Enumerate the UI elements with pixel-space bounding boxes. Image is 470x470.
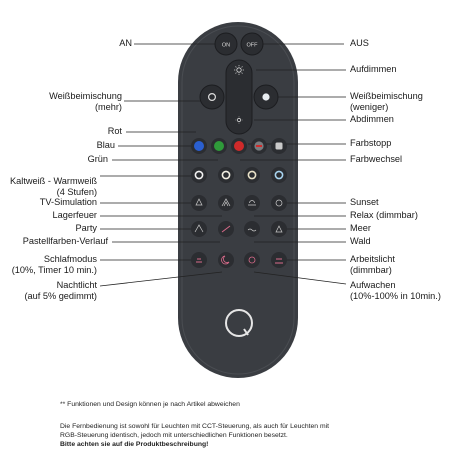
label-sunset: Sunset [350, 197, 379, 207]
work-light-button[interactable] [271, 252, 287, 268]
off-button[interactable] [241, 33, 263, 55]
relax-button[interactable] [271, 195, 287, 211]
label-abdimmen: Abdimmen [350, 114, 394, 124]
label-lagerfeuer: Lagerfeuer [52, 210, 97, 220]
cct-button-4[interactable] [271, 167, 287, 183]
label-relax: Relax (dimmbar) [350, 210, 418, 220]
pastel-gradient-button[interactable] [218, 221, 234, 237]
label-arbeitslicht: Arbeitslicht (dimmbar) [350, 254, 395, 275]
label-nachtlicht: Nachtlicht (auf 5% gedimmt) [24, 280, 97, 301]
label-aufdimmen: Aufdimmen [350, 64, 397, 74]
on-button-label: ON [221, 42, 231, 49]
sunset-button[interactable] [244, 195, 260, 211]
label-aus: AUS [350, 38, 369, 48]
color-stop-button[interactable] [251, 138, 267, 154]
footnote-product-description: Bitte achten sie auf die Produktbeschreibung! [60, 441, 209, 448]
label-aufwachen: Aufwachen (10%-100% in 10min.) [350, 280, 441, 301]
sea-button[interactable] [244, 221, 260, 237]
on-button[interactable] [215, 33, 237, 55]
color-change-button[interactable] [271, 138, 287, 154]
tv-simulation-button[interactable] [191, 195, 207, 211]
white-less-button[interactable] [254, 85, 278, 109]
label-rot: Rot [107, 126, 122, 136]
cct-button-3[interactable] [244, 167, 260, 183]
cct-button-2[interactable] [218, 167, 234, 183]
label-weiss-weniger: Weißbeimischung (weniger) [350, 91, 423, 112]
green-button[interactable] [211, 138, 227, 154]
label-blau: Blau [96, 140, 115, 150]
footnote-functions: ** Funktionen und Design können je nach Artikel abweichen [60, 401, 240, 408]
label-tv-simulation: TV-Simulation [39, 197, 97, 207]
off-button-label: OFF [246, 42, 258, 49]
night-light-button[interactable] [218, 252, 234, 268]
wake-up-button[interactable] [244, 252, 260, 268]
label-wald: Wald [350, 236, 371, 246]
sleep-mode-button[interactable] [191, 252, 207, 268]
cct-button-1[interactable] [191, 167, 207, 183]
label-pastell: Pastellfarben-Verlauf [22, 236, 108, 246]
label-farbwechsel: Farbwechsel [350, 154, 403, 164]
label-farbstopp: Farbstopp [350, 138, 392, 148]
label-party: Party [75, 223, 97, 233]
white-more-button[interactable] [200, 85, 224, 109]
label-an: AN [119, 38, 132, 48]
label-schlafmodus: Schlafmodus (10%, Timer 10 min.) [11, 254, 97, 275]
label-weiss-mehr: Weißbeimischung (mehr) [49, 91, 122, 112]
blue-button[interactable] [191, 138, 207, 154]
campfire-button[interactable] [218, 195, 234, 211]
footnote-remote-info: Die Fernbedienung ist sowohl für Leuchten mit CCT-Steuerung, als auch für Leuchten mit RGB-Steuerung identisch, jedoch mit unterschiedlichen Funktionen besetzt. [60, 423, 329, 439]
party-button[interactable] [191, 221, 207, 237]
forest-button[interactable] [271, 221, 287, 237]
label-gruen: Grün [87, 154, 108, 164]
label-kaltweiss: Kaltweiß - Warmweiß (4 Stufen) [10, 176, 97, 197]
label-meer: Meer [350, 223, 371, 233]
red-button[interactable] [231, 138, 247, 154]
